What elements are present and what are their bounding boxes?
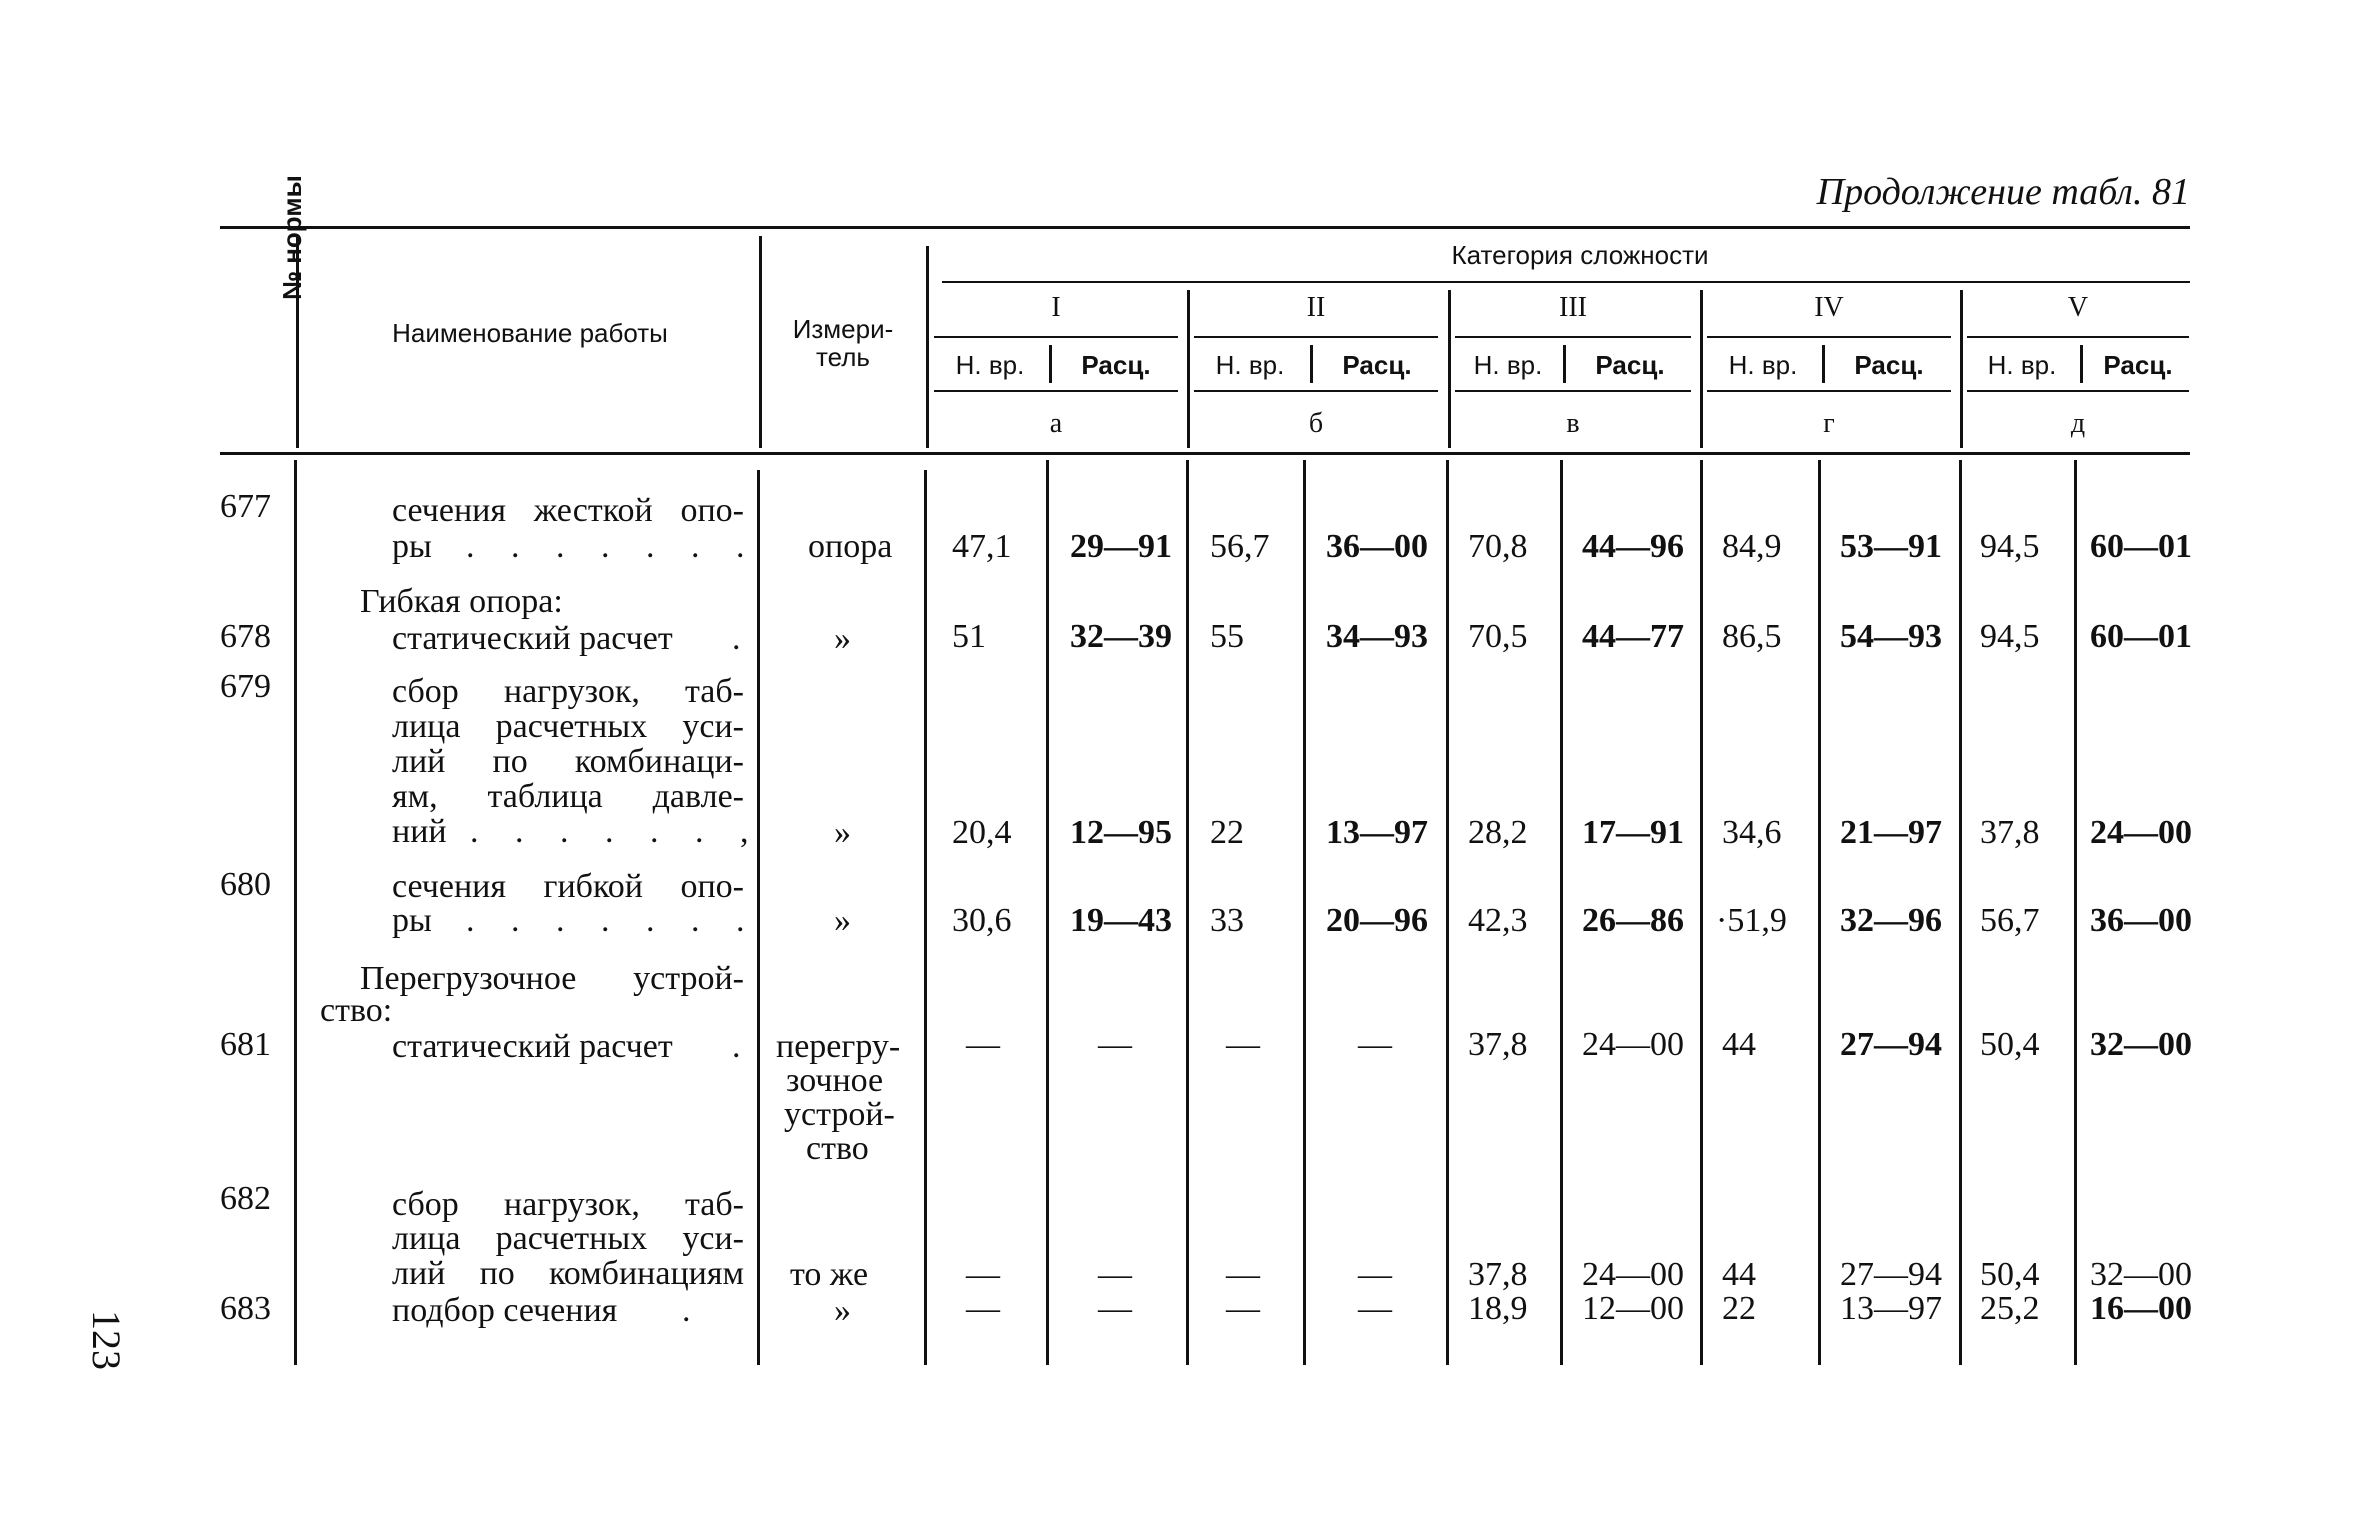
complexity-header: Категория сложности — [1451, 240, 1709, 270]
cat-rule-5 — [1967, 336, 2189, 338]
value-a-rate: — — [1098, 1290, 1132, 1327]
value-d-rate: 36—00 — [2090, 902, 2192, 939]
value-g-time: 86,5 — [1722, 618, 1782, 655]
value-d-rate: 32—00 — [2090, 1026, 2192, 1063]
nvr-header-v: Н. вр. — [1473, 350, 1543, 380]
value-a-time: 47,1 — [952, 528, 1012, 565]
header-divider-cat-2 — [1448, 290, 1451, 448]
work-name-line: лий по комбинаци- — [392, 743, 744, 780]
measure-unit: » — [834, 902, 851, 939]
value-g-rate: 27—94 — [1840, 1026, 1942, 1063]
header-divider-cat-4 — [1960, 290, 1963, 448]
value-g-rate: 53—91 — [1840, 528, 1942, 565]
value-d-time: 50,4 — [1980, 1256, 2040, 1293]
value-v-time: 37,8 — [1468, 1026, 1528, 1063]
measure-unit: » — [834, 1292, 851, 1329]
value-g-time: 84,9 — [1722, 528, 1782, 565]
work-name-line: лий по комбинациям — [392, 1255, 744, 1292]
cat-rule-1 — [934, 336, 1178, 338]
value-d-time: 25,2 — [1980, 1290, 2040, 1327]
norm-number: 680 — [220, 866, 271, 903]
value-b-time: 55 — [1210, 618, 1244, 655]
work-name-line: статический расчет — [392, 1028, 673, 1065]
value-v-time: 42,3 — [1468, 902, 1528, 939]
value-g-rate: 54—93 — [1840, 618, 1942, 655]
nvr-header-g: Н. вр. — [1728, 350, 1798, 380]
value-g-rate: 21—97 — [1840, 814, 1942, 851]
value-g-rate: 27—94 — [1840, 1256, 1942, 1293]
category-V: V — [2067, 292, 2089, 323]
value-d-time: 50,4 — [1980, 1026, 2040, 1063]
hdr-sep-a — [1049, 345, 1052, 383]
measure-unit: » — [834, 620, 851, 657]
hdr-sep-d — [2080, 345, 2083, 383]
sub-rule-5 — [1967, 390, 2189, 392]
category-III: III — [1559, 292, 1587, 323]
nvr-header-b: Н. вр. — [1215, 350, 1285, 380]
value-d-time: 56,7 — [1980, 902, 2040, 939]
header-divider-2 — [759, 236, 762, 448]
work-name-line: ры — [392, 528, 432, 565]
value-d-time: 37,8 — [1980, 814, 2040, 851]
value-g-rate: 13—97 — [1840, 1290, 1942, 1327]
hdr-sep-b — [1310, 345, 1313, 383]
value-v-rate: 44—77 — [1582, 618, 1684, 655]
value-a-time: — — [966, 1256, 1000, 1293]
value-a-rate: 12—95 — [1070, 814, 1172, 851]
body-divider-measure — [924, 470, 927, 1365]
norm-number: 678 — [220, 618, 271, 655]
group-heading: ство: — [320, 992, 393, 1029]
hdr-sep-v — [1563, 345, 1566, 383]
group-heading: Гибкая опора: — [360, 583, 563, 620]
column-letter-v: в — [1566, 408, 1580, 439]
value-b-rate: 34—93 — [1326, 618, 1428, 655]
body-divider-a2 — [1046, 460, 1049, 1365]
norm-number: 681 — [220, 1026, 271, 1063]
norm-number-header: № нормы — [277, 175, 307, 300]
value-v-rate: 12—00 — [1582, 1290, 1684, 1327]
page-number: 123 — [84, 1310, 129, 1370]
value-b-time: — — [1226, 1026, 1260, 1063]
value-v-time: 70,8 — [1468, 528, 1528, 565]
work-name-line: ры — [392, 902, 432, 939]
value-g-time: 44 — [1722, 1026, 1756, 1063]
value-b-time: 22 — [1210, 814, 1244, 851]
table-caption: Продолжение табл. 81 — [1816, 171, 2190, 213]
measure-unit: » — [834, 814, 851, 851]
leader-dots: . . . . . . . — [466, 902, 759, 939]
body-divider-no — [294, 460, 297, 1365]
category-I: I — [1051, 292, 1061, 323]
body-divider-g2 — [1818, 460, 1821, 1365]
category-IV: IV — [1814, 292, 1844, 323]
work-name-line: лица расчетных уси- — [392, 1220, 744, 1257]
category-II: II — [1306, 292, 1326, 323]
value-b-time: — — [1226, 1256, 1260, 1293]
work-name-line: сбор нагрузок, таб- — [392, 1186, 744, 1223]
work-name-line: лица расчетных уси- — [392, 708, 744, 745]
leader-dots: . . . . . . . — [466, 528, 759, 565]
cat-rule-2 — [1194, 336, 1438, 338]
value-a-rate: 32—39 — [1070, 618, 1172, 655]
norm-number: 677 — [220, 488, 271, 525]
rasc-header-d: Расц. — [2103, 350, 2173, 380]
body-divider-b2 — [1303, 460, 1306, 1365]
body-divider-v2 — [1560, 460, 1563, 1365]
value-b-rate: — — [1358, 1290, 1392, 1327]
complexity-rule — [942, 281, 2190, 283]
leader-dots: . . . . . . , — [470, 813, 763, 850]
leader-dot: . — [682, 1292, 691, 1329]
body-divider-v1 — [1446, 460, 1449, 1365]
measure-unit: устрой- — [784, 1096, 895, 1133]
value-b-time: — — [1226, 1290, 1260, 1327]
value-b-rate: — — [1358, 1256, 1392, 1293]
value-v-time: 37,8 — [1468, 1256, 1528, 1293]
norm-number: 683 — [220, 1290, 271, 1327]
value-b-rate: 20—96 — [1326, 902, 1428, 939]
table-top-rule — [220, 226, 2190, 229]
measure-header-line2: тель — [816, 342, 870, 372]
header-divider-cat-3 — [1700, 290, 1703, 448]
value-v-time: 18,9 — [1468, 1290, 1528, 1327]
hdr-sep-g — [1822, 345, 1825, 383]
measure-header-line1: Измери- — [792, 314, 894, 344]
value-v-rate: 24—00 — [1582, 1026, 1684, 1063]
column-letter-g: г — [1823, 408, 1835, 439]
work-name-line: сечения жесткой опо- — [392, 492, 744, 529]
value-a-rate: — — [1098, 1256, 1132, 1293]
sub-rule-2 — [1194, 390, 1438, 392]
value-b-time: 33 — [1210, 902, 1244, 939]
work-name-line: статический расчет — [392, 620, 673, 657]
body-divider-d1 — [1959, 460, 1962, 1365]
value-b-rate: 13—97 — [1326, 814, 1428, 851]
nvr-header-d: Н. вр. — [1987, 350, 2057, 380]
value-a-rate: — — [1098, 1026, 1132, 1063]
value-g-time: 44 — [1722, 1256, 1756, 1293]
value-v-rate: 24—00 — [1582, 1256, 1684, 1293]
value-v-time: 28,2 — [1468, 814, 1528, 851]
work-name-line: подбор сечения — [392, 1292, 618, 1329]
column-letter-a: а — [1049, 408, 1063, 439]
rasc-header-g: Расц. — [1854, 350, 1924, 380]
value-b-rate: 36—00 — [1326, 528, 1428, 565]
leader-dot: . — [732, 620, 741, 657]
value-a-time: 30,6 — [952, 902, 1012, 939]
measure-unit: то же — [790, 1256, 869, 1293]
value-v-time: 70,5 — [1468, 618, 1528, 655]
norm-number: 679 — [220, 668, 271, 705]
measure-unit: опора — [808, 528, 893, 565]
value-g-rate: 32—96 — [1840, 902, 1942, 939]
value-a-time: — — [966, 1026, 1000, 1063]
group-heading: Перегрузочное устрой- — [360, 960, 744, 997]
value-g-time: 22 — [1722, 1290, 1756, 1327]
body-divider-b1 — [1186, 460, 1189, 1365]
value-d-rate: 24—00 — [2090, 814, 2192, 851]
work-name-line: сбор нагрузок, таб- — [392, 673, 744, 710]
value-v-rate: 17—91 — [1582, 814, 1684, 851]
work-name-header: Наименование работы — [392, 318, 668, 348]
value-d-time: 94,5 — [1980, 528, 2040, 565]
body-divider-d2 — [2074, 460, 2077, 1365]
leader-dot: . — [732, 1028, 741, 1065]
value-d-rate: 32—00 — [2090, 1256, 2192, 1293]
value-b-rate: — — [1358, 1026, 1392, 1063]
cat-rule-4 — [1707, 336, 1951, 338]
value-g-time: ·51,9 — [1716, 902, 1787, 939]
rasc-header-a: Расц. — [1081, 350, 1151, 380]
header-divider-cat-1 — [1187, 290, 1190, 448]
value-b-time: 56,7 — [1210, 528, 1270, 565]
header-bottom-rule — [220, 452, 2190, 455]
value-a-rate: 29—91 — [1070, 528, 1172, 565]
column-letter-d: д — [2070, 408, 2086, 439]
rasc-header-b: Расц. — [1342, 350, 1412, 380]
value-a-time: 20,4 — [952, 814, 1012, 851]
sub-rule-1 — [934, 390, 1178, 392]
column-letter-b: б — [1308, 408, 1324, 439]
value-a-time: 51 — [952, 618, 986, 655]
value-g-time: 34,6 — [1722, 814, 1782, 851]
sub-rule-4 — [1707, 390, 1951, 392]
measure-unit: перегру- — [776, 1028, 901, 1065]
value-a-time: — — [966, 1290, 1000, 1327]
work-name-line: ний — [392, 813, 447, 850]
value-d-rate: 16—00 — [2090, 1290, 2192, 1327]
measure-unit: зочное — [786, 1062, 884, 1099]
value-v-rate: 44—96 — [1582, 528, 1684, 565]
value-d-rate: 60—01 — [2090, 528, 2192, 565]
value-d-time: 94,5 — [1980, 618, 2040, 655]
cat-rule-3 — [1455, 336, 1691, 338]
value-d-rate: 60—01 — [2090, 618, 2192, 655]
work-name-line: сечения гибкой опо- — [392, 868, 744, 905]
nvr-header-a: Н. вр. — [955, 350, 1025, 380]
norm-number: 682 — [220, 1180, 271, 1217]
sub-rule-3 — [1455, 390, 1691, 392]
rasc-header-v: Расц. — [1595, 350, 1665, 380]
measure-unit: ство — [806, 1130, 869, 1167]
value-v-rate: 26—86 — [1582, 902, 1684, 939]
body-divider-g1 — [1700, 460, 1703, 1365]
work-name-line: ям, таблица давле- — [392, 778, 744, 815]
header-divider-3 — [926, 246, 929, 448]
value-a-rate: 19—43 — [1070, 902, 1172, 939]
